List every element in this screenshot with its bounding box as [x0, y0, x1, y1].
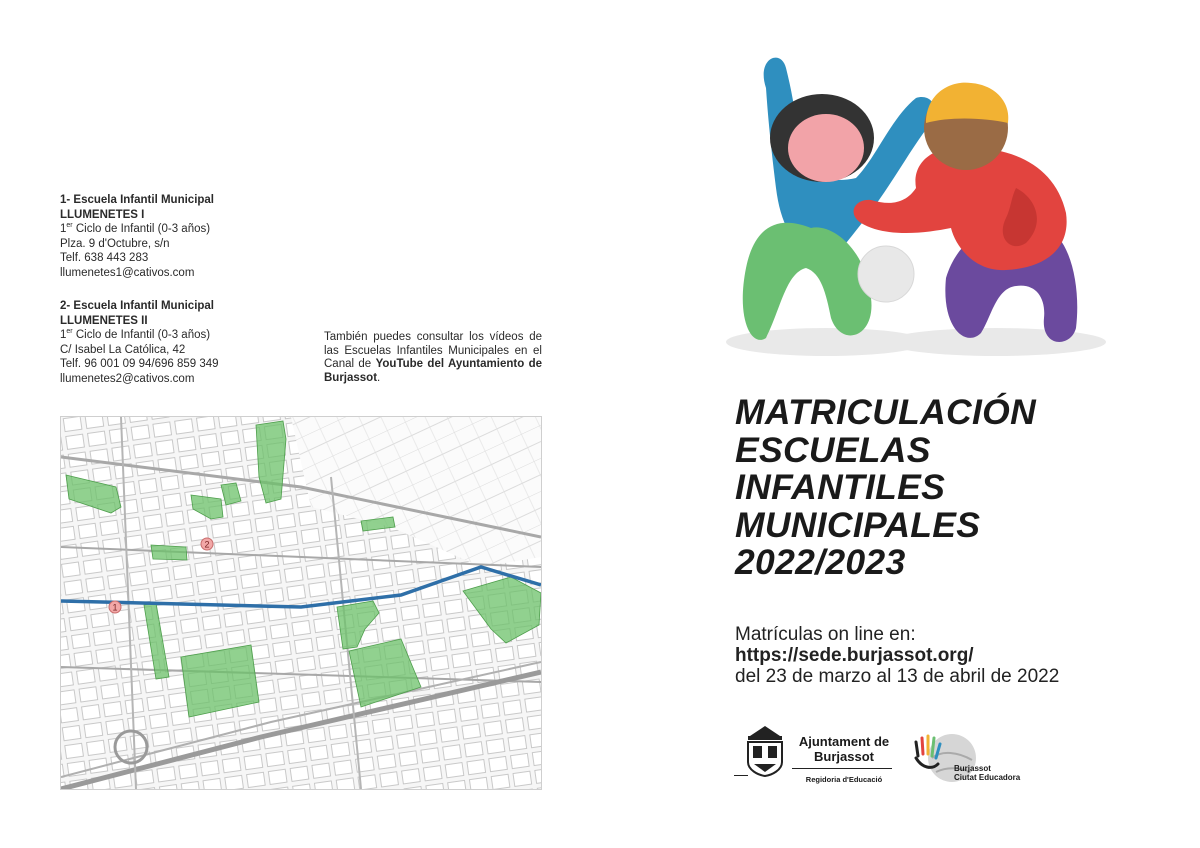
school-2-email[interactable]: llumenetes2@cativos.com [60, 372, 195, 385]
svg-text:1: 1 [112, 602, 118, 613]
educating-city-logo [908, 728, 1058, 788]
school-1-name: 1- Escuela Infantil Municipal [60, 194, 215, 206]
headline [735, 394, 1036, 582]
boy-hair [926, 83, 1008, 123]
school-1-subname: LLUMENETES I [60, 208, 145, 221]
children-illustration [726, 48, 1116, 368]
youtube-channel-link[interactable]: YouTube del Ayuntamiento de Burjassot [324, 358, 543, 384]
school-2-subname: LLUMENETES II [60, 314, 148, 327]
school-1-email[interactable]: llumenetes1@cativos.com [60, 266, 195, 279]
school-1-address: Plza. 9 d'Octubre, s/n [60, 237, 170, 250]
headline-line-2: ESCUELAS [735, 429, 931, 470]
youtube-note: También puedes consultar los vídeos de las Escuelas Infantiles Municipales en el Canal de YouTube del Ayuntamiento de Burjassot. [324, 331, 543, 384]
council-logo [734, 718, 899, 790]
location-map[interactable] [60, 416, 542, 790]
school-2-info [60, 299, 219, 386]
council-dept: Regidoria d'Educació [805, 775, 883, 784]
school-2-name: 2- Escuela Infantil Municipal [60, 300, 215, 312]
girl-legs [743, 223, 872, 340]
school-1-info [60, 193, 214, 280]
council-name: Ajuntament de Burjassot [798, 734, 890, 764]
enrollment-url-link[interactable]: https://sede.burjassot.org/ [735, 645, 974, 666]
headline-line-5: 2022/2023 [735, 542, 906, 582]
marker-2[interactable] [201, 538, 213, 550]
ball [858, 246, 914, 302]
headline-line-1: MATRICULACIÓN [735, 392, 1037, 432]
coat-of-arms-icon [742, 722, 788, 778]
enrollment-dates: del 23 de marzo al 13 de abril de 2022 [735, 666, 1060, 687]
logo-rule-right [792, 768, 892, 769]
school-2-cycle: 1er Ciclo de Infantil (0-3 años) [60, 328, 211, 341]
headline-line-3: INFANTILES [735, 467, 946, 507]
educating-city-name: Burjassot Ciutat Educadora [954, 764, 1021, 782]
school-1-cycle: 1er Ciclo de Infantil (0-3 años) [60, 222, 211, 235]
girl-face [788, 114, 864, 182]
school-2-address: C/ Isabel La Católica, 42 [60, 343, 186, 356]
logo-rule-left [734, 775, 748, 776]
school-1-phone: Telf. 638 443 283 [60, 252, 149, 264]
marker-1[interactable] [109, 601, 121, 613]
svg-text:2: 2 [204, 539, 210, 550]
headline-line-4: MUNICIPALES [735, 504, 981, 545]
school-2-phone: Telf. 96 001 09 94/696 859 349 [60, 358, 219, 370]
enrollment-intro: Matrículas on line en: [735, 624, 916, 645]
enrollment-info [735, 624, 1059, 687]
street-map [61, 417, 541, 789]
